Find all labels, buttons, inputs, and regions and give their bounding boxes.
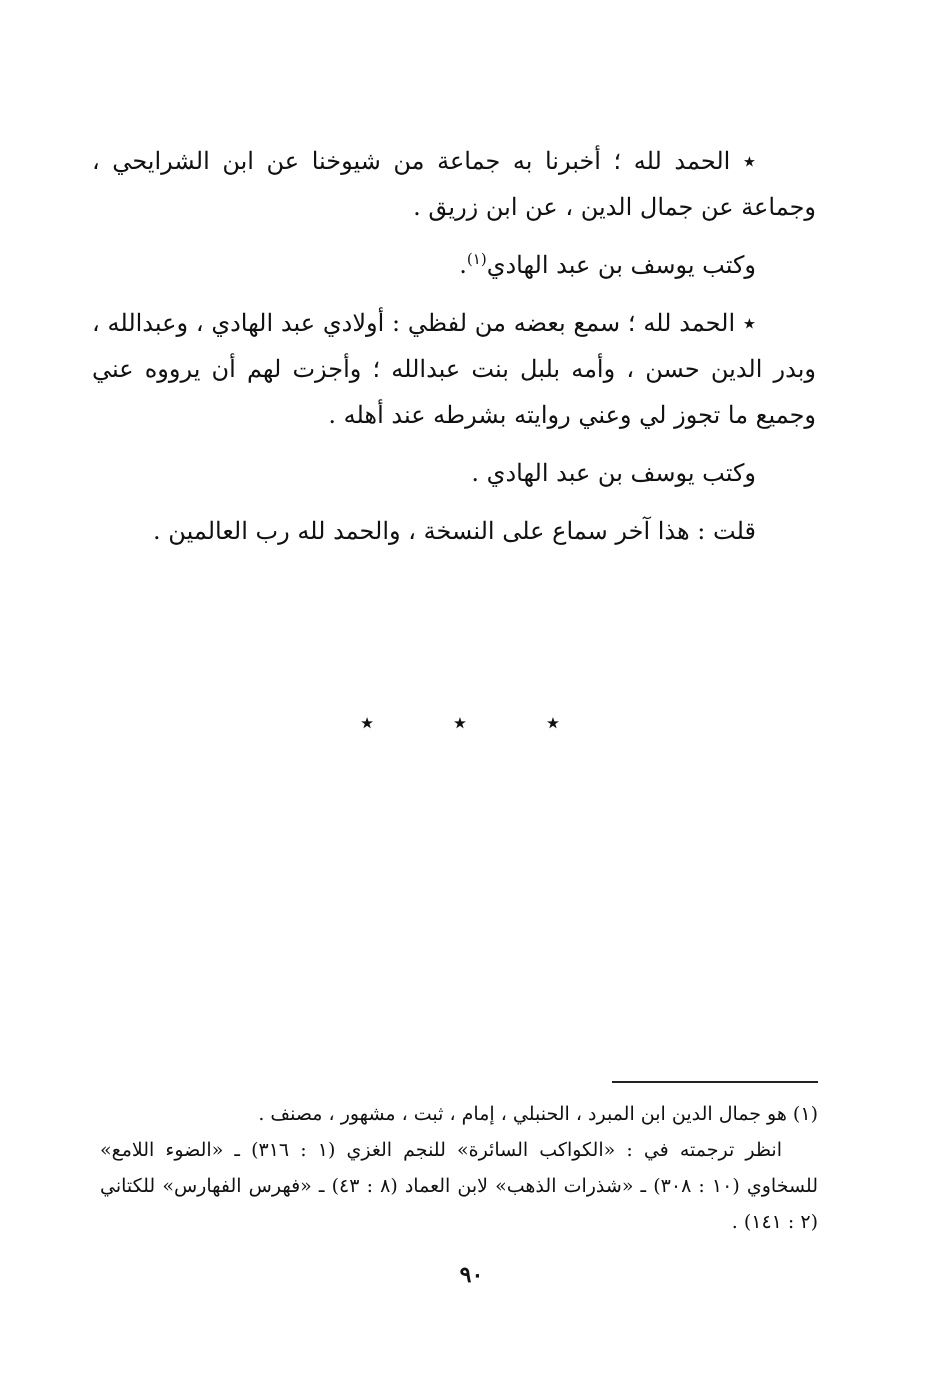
divider-star-icon: ٭ (360, 708, 375, 738)
paragraph-2-text: وكتب يوسف بن عبد الهادي (486, 251, 756, 279)
footnotes (100, 1096, 818, 1240)
main-text (92, 138, 816, 566)
paragraph-2-end: . (459, 251, 467, 279)
page-number: ٩٠ (459, 1262, 484, 1288)
paragraph-3: ٭ الحمد لله ؛ سمع بعضه من لفظي : أولادي عبد الهادي ، وعبدالله ، وبدر الدين حسن ، وأمه بلبل بنت عبدالله ؛ وأجزت لهم أن يرووه عني وجميع ما تجوز لي وعني روايته بشرطه عند أهله . (92, 309, 816, 429)
footnote-1-sources: انظر ترجمته في : «الكواكب السائرة» للنجم الغزي (١ : ٣١٦) ـ «الضوء اللامع» للسخاوي (١٠ : ٣٠٨) ـ «شذرات الذهب» لابن العماد (٨ : ٤٣) ـ «فهرس الفهارس» للكتاني (٢ : ١٤١) . (100, 1139, 819, 1233)
section-divider (360, 708, 560, 738)
paragraph-4: وكتب يوسف بن عبد الهادي . (471, 459, 756, 487)
paragraph-1: ٭ الحمد لله ؛ أخبرنا به جماعة من شيوخنا عن ابن الشرايحي ، وجماعة عن جمال الدين ، عن ابن زريق . (92, 147, 816, 221)
footnote-1: (١) هو جمال الدين ابن المبرد ، الحنبلي ، إمام ، ثبت ، مشهور ، مصنف . (258, 1103, 818, 1125)
footnote-separator (612, 1081, 818, 1083)
paragraph-5: قلت : هذا آخر سماع على النسخة ، والحمد لله رب العالمين . (153, 517, 756, 545)
divider-star-icon: ٭ (452, 708, 468, 738)
divider-star-icon: ٭ (545, 708, 560, 738)
footnote-reference: (١) (466, 250, 487, 268)
paragraph-2 (92, 242, 816, 288)
